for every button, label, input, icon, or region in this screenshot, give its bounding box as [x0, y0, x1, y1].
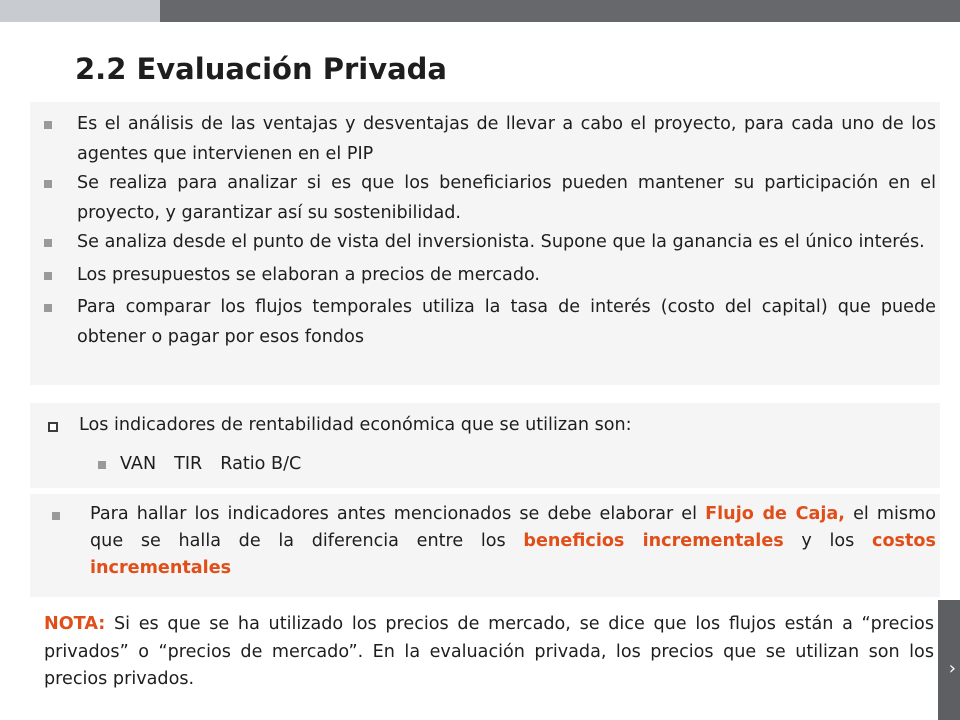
top-bar-light	[0, 0, 160, 22]
highlight-flujo-de-caja: Flujo de Caja,	[705, 504, 845, 524]
cash-flow-text-3: y los	[783, 531, 873, 551]
indicator-tir: TIR	[174, 454, 203, 474]
list-item	[30, 293, 940, 352]
note-label: NOTA:	[44, 614, 106, 634]
highlight-costos: costos incrementales	[90, 531, 936, 578]
list-item-text: Se realiza para analizar si es que los beneficiarios pueden mantener su participación en el proyecto, y garantizar así su sostenibilidad.	[77, 173, 936, 223]
list-item-text: Es el análisis de las ventajas y desventajas de llevar a cabo el proyecto, para cada uno de los agentes que intervienen en el PIP	[77, 114, 936, 164]
list-item	[30, 261, 940, 291]
indicators-lead: Los indicadores de rentabilidad económica que se utilizan son:	[79, 415, 632, 435]
list-item	[30, 169, 940, 228]
list-item-text: Los presupuestos se elaboran a precios de mercado.	[77, 264, 541, 285]
list-item	[30, 494, 940, 582]
page-title: 2.2 Evaluación Privada	[75, 52, 448, 86]
definition-panel	[30, 102, 940, 385]
square-bullet-icon	[44, 121, 52, 129]
square-bullet-icon	[44, 180, 52, 188]
highlight-beneficios: beneficios incrementales	[523, 531, 784, 551]
chevron-right-icon: ›	[948, 658, 956, 679]
square-bullet-icon	[52, 512, 60, 520]
square-bullet-icon	[44, 272, 52, 280]
list-item	[30, 228, 940, 258]
indicator-van: VAN	[120, 454, 157, 474]
square-bullet-icon	[44, 304, 52, 312]
square-bullet-icon	[98, 461, 106, 469]
cash-flow-panel	[30, 494, 940, 597]
list-item-text: Se analiza desde el punto de vista del inversionista. Supone que la ganancia es el único interés.	[77, 232, 925, 252]
list-item-text: Para comparar los flujos temporales utiliza la tasa de interés (costo del capital) que puede obtener o pagar por esos fondos	[77, 297, 936, 347]
note-text: Si es que se ha utilizado los precios de mercado, se dice que los flujos están a “precios privados” o “precios de mercado”. En la evaluación privada, los precios que se utilizan son los precios privados.	[44, 614, 934, 689]
definition-list	[30, 102, 940, 352]
hollow-square-bullet-icon	[48, 422, 58, 432]
indicator-list	[120, 450, 319, 479]
indicator-ratio-bc: Ratio B/C	[220, 454, 302, 474]
square-bullet-icon	[44, 239, 52, 247]
note-paragraph	[44, 611, 934, 694]
indicators-panel	[30, 403, 940, 488]
cash-flow-text-2: el mismo que se halla de la diferencia entre los	[90, 504, 936, 551]
list-item	[30, 110, 940, 169]
top-bar-dark	[160, 0, 960, 22]
cash-flow-text-1: Para hallar los indicadores antes mencionados se debe elaborar el	[90, 504, 706, 524]
